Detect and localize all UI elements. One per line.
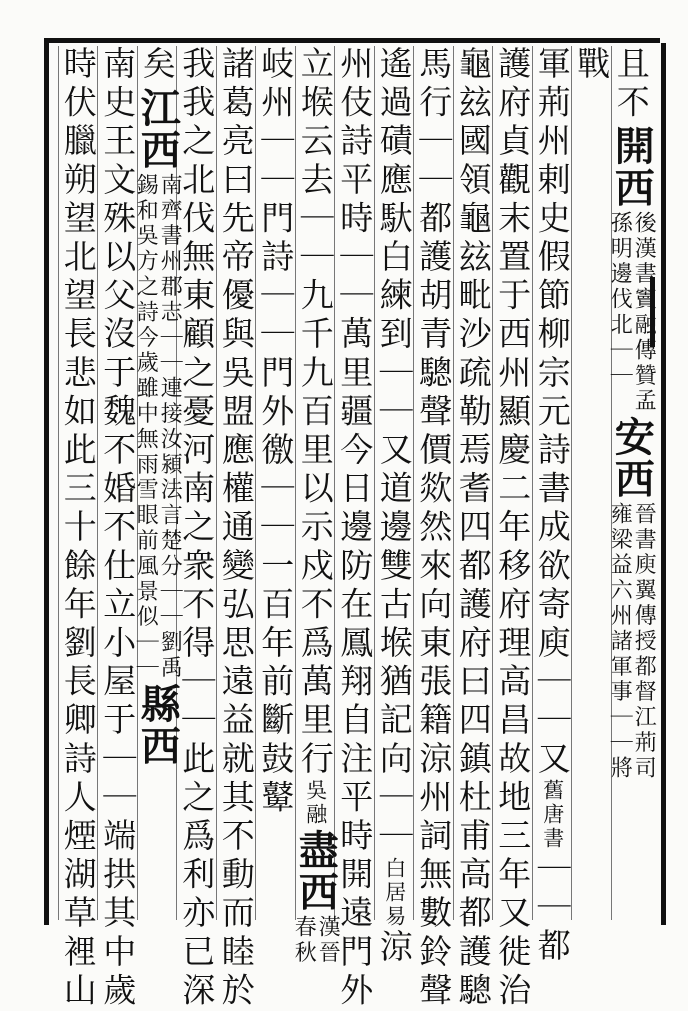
text-column — [291, 46, 341, 967]
entry-heading: 安西 — [608, 416, 656, 501]
annotation-right: 南齊書州郡志｜｜連接汝潁法言楚分｜｜劉禹 — [157, 172, 183, 681]
text-column — [453, 46, 494, 1011]
text-column — [216, 46, 257, 1011]
main-text: 立堠云去｜｜九千九百里以示戍不爲萬里行 — [295, 46, 335, 780]
annotation-pair — [133, 172, 183, 681]
annotation-right: 後漢書竇融傳贊孟 — [631, 211, 657, 415]
entry-heading: 盡西 — [292, 829, 340, 914]
text-column — [413, 46, 454, 1011]
text-column — [571, 46, 612, 920]
main-text: 諸葛亮曰先帝優與吳盟應權通變弘思遠益就其不動而睦於 — [216, 46, 256, 1011]
text-column — [607, 46, 657, 920]
text-column — [133, 46, 183, 920]
annotation-left: 雍梁益六州諸軍事｜｜將 — [607, 502, 633, 782]
main-text: 戰 — [572, 46, 612, 85]
main-text: 矣 — [137, 46, 177, 85]
source-note: 舊唐書 — [540, 779, 565, 852]
entry-heading: 縣西 — [134, 682, 182, 767]
main-text: 遙過磧應馱白練到｜｜又道邊雙古堠猶記向｜｜ — [374, 46, 414, 857]
main-text: 軍荊州剌史假節柳宗元詩書成欲寄庾｜｜又 — [532, 46, 572, 780]
source-note: 白居易 — [382, 856, 407, 929]
main-text: 龜玆國領龜玆毗沙疏勒焉耆四都護府曰四鎮杜甫高都護驄 — [453, 46, 493, 1011]
main-text: 岐州｜｜門詩｜｜門外徼｜｜一百年前斷鼓鼙 — [256, 46, 296, 818]
text-column — [374, 46, 415, 968]
annotation-right: 漢晉 — [315, 915, 341, 967]
text-column — [97, 46, 138, 1011]
main-text: 馬行｜｜都護胡青驄聲價欻然來向東張籍涼州詞無數鈴聲 — [414, 46, 454, 1011]
main-text: 涼 — [374, 928, 414, 968]
text-column — [176, 46, 217, 1011]
annotation-pair — [607, 502, 657, 782]
annotation-pair — [291, 915, 341, 967]
main-text: 且不 — [611, 46, 651, 124]
text-column — [532, 46, 573, 968]
annotation-pair — [607, 211, 657, 415]
annotation-left: 春秋 — [291, 915, 317, 967]
main-text: ｜｜都 — [532, 851, 572, 968]
annotation-left: 錫和吳方之詩今歲雖中無雨雪眼前風景似｜｜ — [133, 172, 159, 681]
source-note: 吳融 — [303, 779, 328, 828]
entry-heading: 江西 — [134, 86, 182, 171]
main-text: 州伎詩平時｜｜萬里疆今日邊防在鳳翔自注平時開遠門外 — [335, 46, 375, 1011]
main-text: 護府貞觀末置于西州顯慶二年移府理高昌故地三年又徙治 — [493, 46, 533, 1011]
text-column — [255, 46, 296, 920]
text-column — [58, 46, 99, 1011]
text-column — [492, 46, 533, 1011]
annotation-left: 孫明邊伐北｜｜ — [607, 211, 633, 390]
main-text: 南史王文殊以父沒于魏不婚不仕立小屋于｜｜端拱其中歲 — [98, 46, 138, 1011]
entry-heading: 開西 — [608, 125, 656, 210]
main-text: 時伏臘朔望北望長悲如此三十餘年劉長卿詩人煙湖草裡山 — [58, 46, 98, 1011]
text-column — [334, 46, 375, 1011]
main-text: 我我之北伐無東顧之憂河南之衆不得｜｜此之爲利亦已深 — [177, 46, 217, 1011]
annotation-right: 晉書庾翼傳授都督江荊司 — [631, 502, 657, 782]
